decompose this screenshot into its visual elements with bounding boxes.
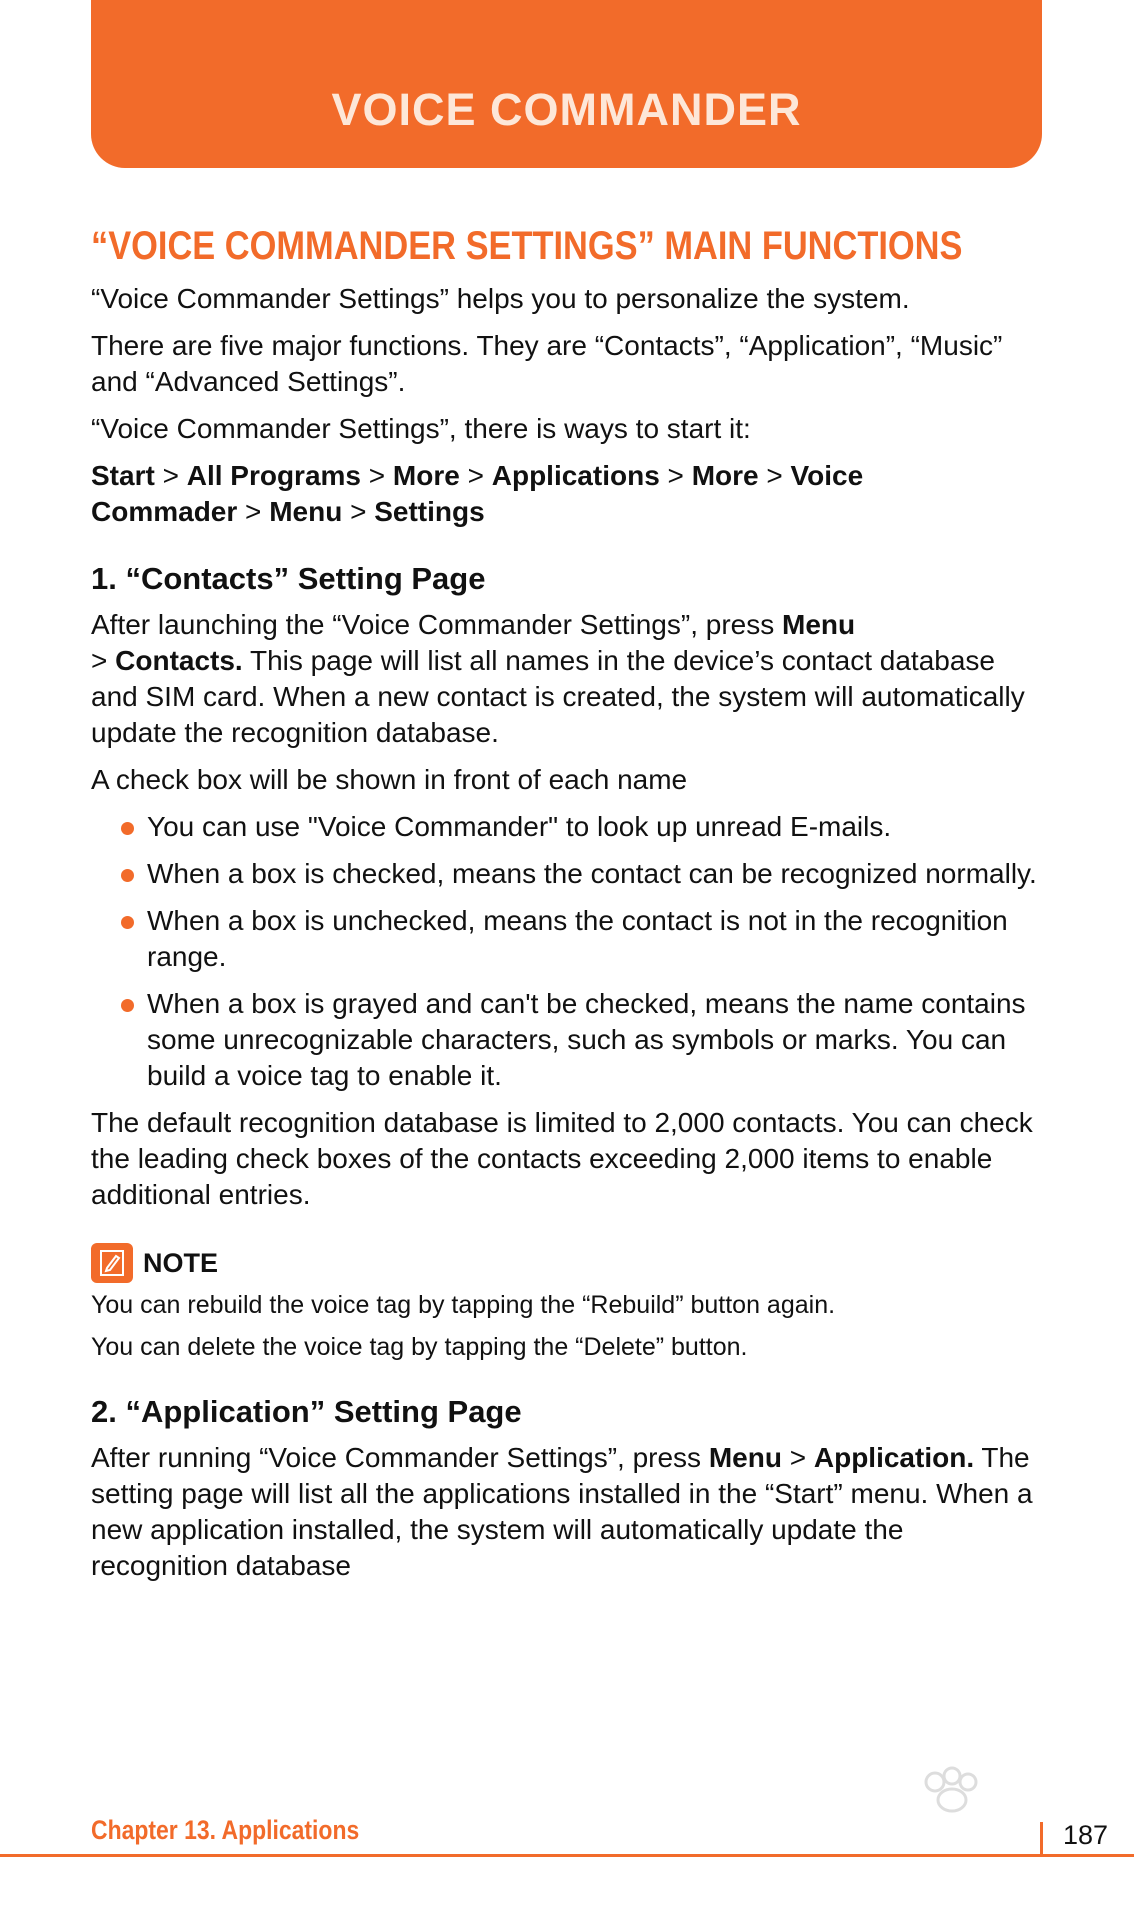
- path-settings: Settings: [374, 496, 485, 527]
- application-p1-rest: The setting page will list all the applications installed in the “Start” menu. When a new application installed, the system will automatically update the recognition database: [91, 1442, 1033, 1581]
- list-item: When a box is unchecked, means the contact is not in the recognition range.: [147, 903, 1041, 975]
- contacts-p1-menu: Menu: [782, 609, 856, 640]
- path-separator: >: [766, 460, 783, 491]
- intro-paragraph-3: “Voice Commander Settings”, there is ways to start it:: [91, 413, 751, 444]
- contacts-paragraph-2: A check box will be shown in front of each name: [91, 764, 688, 795]
- application-p1-menu: Menu: [708, 1442, 782, 1473]
- contacts-p1-contacts: Contacts.: [115, 645, 243, 676]
- list-item: When a box is grayed and can't be checked, means the name contains some unrecognizable characters, such as symbols or marks. You can build a voice tag to enable it.: [147, 986, 1041, 1094]
- intro-paragraph-1: “Voice Commander Settings” helps you to personalize the system.: [91, 283, 910, 314]
- application-p1-sep: >: [781, 1442, 814, 1473]
- application-paragraph: [91, 1440, 1041, 1584]
- contacts-p1-sep: >: [91, 645, 116, 676]
- note-box: [91, 1243, 1041, 1363]
- page-content: [91, 224, 1041, 1595]
- path-separator: >: [368, 460, 386, 491]
- note-line-2: You can delete the voice tag by tapping the “Delete” button.: [91, 1333, 748, 1361]
- path-start: Start: [91, 460, 155, 491]
- path-separator: >: [245, 496, 262, 527]
- path-applications: Applications: [491, 460, 660, 491]
- path-separator: >: [667, 460, 684, 491]
- path-more: More: [392, 460, 460, 491]
- page-header-title: VOICE COMMANDER: [331, 84, 802, 135]
- path-separator: >: [350, 496, 367, 527]
- pencil-note-icon: [91, 1243, 133, 1283]
- path-commader: Commader: [91, 496, 238, 527]
- path-voice: Voice: [790, 460, 864, 491]
- page-header-banner: [91, 0, 1042, 168]
- path-separator: >: [162, 460, 179, 491]
- note-line-1: You can rebuild the voice tag by tapping the “Rebuild” button again.: [91, 1291, 836, 1319]
- baidu-watermark-logo: [800, 1760, 1070, 1875]
- page-number: 187: [1063, 1820, 1109, 1850]
- note-header: [91, 1243, 1041, 1283]
- path-separator: >: [467, 460, 484, 491]
- contacts-p1-text: After launching the “Voice Commander Settings”, press: [91, 609, 783, 640]
- intro-paragraph-2: There are five major functions. They are “Contacts”, “Application”, “Music” and “Advanced Settings”.: [91, 330, 1003, 397]
- path-more-2: More: [691, 460, 759, 491]
- contacts-heading: 1. “Contacts” Setting Page: [91, 561, 486, 596]
- note-label: NOTE: [143, 1247, 219, 1278]
- contacts-bullet-list: [91, 809, 1041, 1094]
- path-menu: Menu: [269, 496, 343, 527]
- contacts-paragraph-3: The default recognition database is limited to 2,000 contacts. You can check the leading check boxes of the contacts exceeding 2,000 items to enable additional entries.: [91, 1107, 1033, 1210]
- contacts-p1-rest: This page will list all names in the device’s contact database and SIM card. When a new contact is created, the system will automatically update the recognition database.: [91, 645, 1025, 748]
- application-p1-app: Application.: [813, 1442, 975, 1473]
- navigation-path: [91, 458, 1041, 530]
- section-title: “VOICE COMMANDER SETTINGS” MAIN FUNCTIONS: [91, 224, 963, 268]
- list-item: When a box is checked, means the contact can be recognized normally.: [147, 856, 1041, 892]
- application-heading: 2. “Application” Setting Page: [91, 1394, 522, 1429]
- path-all-programs: All Programs: [186, 460, 361, 491]
- contacts-paragraph-1: [91, 607, 1041, 751]
- footer-chapter: Chapter 13. Applications: [91, 1815, 360, 1845]
- list-item: You can use "Voice Commander" to look up unread E-mails.: [147, 809, 1041, 845]
- application-p1-text: After running “Voice Commander Settings”, press: [91, 1442, 709, 1473]
